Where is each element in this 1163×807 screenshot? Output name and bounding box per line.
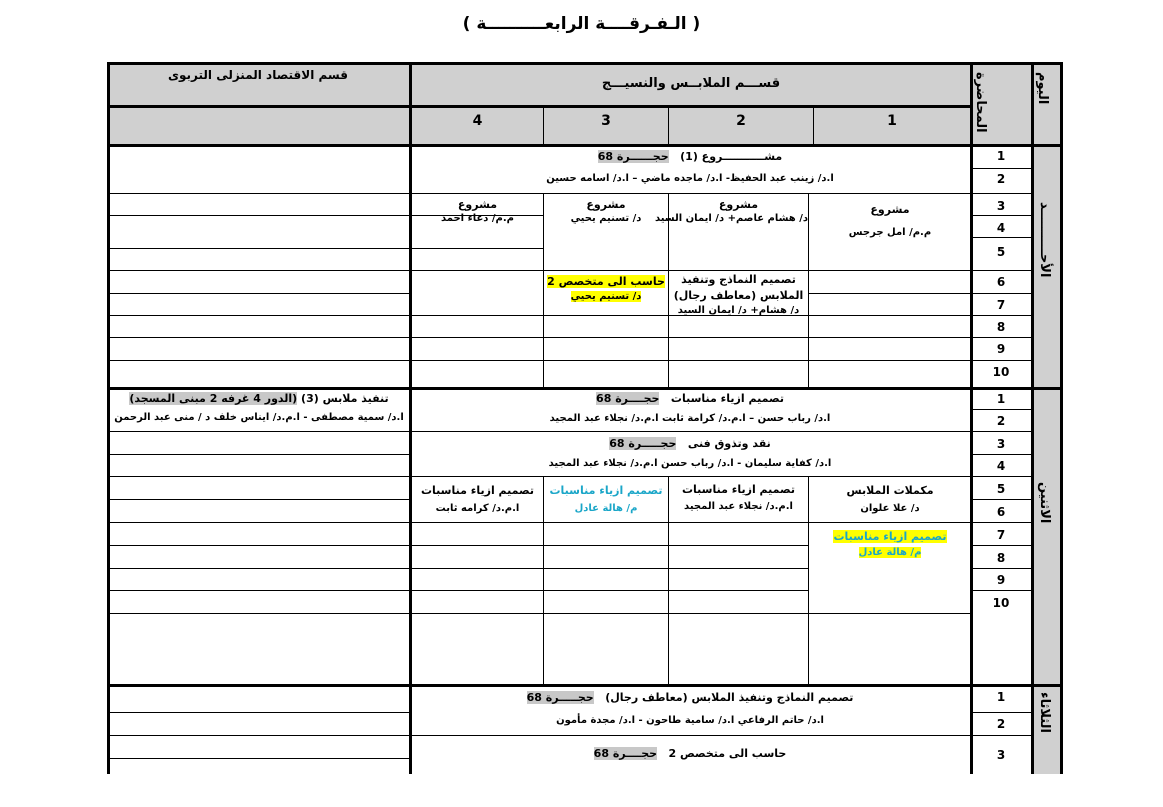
- sunday-g2-staff: د/ هشام عاصم+ د/ ايمان السيد: [654, 213, 808, 224]
- sunday-g3-b-title: حاسب الى متخصص 2: [547, 275, 665, 288]
- sunday-g3-title: مشروع: [586, 198, 626, 211]
- monday-course-1-staff: ا.د/ رباب حسن – ا.م.د/ كرامة ثابت ا.م.د/ نجلاء عبد المجيد: [549, 413, 831, 424]
- group-4-header: 4: [472, 113, 483, 129]
- monday-g4-title: تصميم ازياء مناسبات: [420, 484, 535, 497]
- sunday-period-9: 9: [996, 342, 1006, 356]
- monday-g1-b-staff: م/ هالة عادل: [858, 547, 922, 558]
- monday-period-4: 4: [996, 459, 1006, 473]
- sunday-period-6: 6: [996, 275, 1006, 289]
- monday-course-1: تصميم ازياء مناسبات حجــــرة 68: [596, 392, 784, 405]
- tuesday-period-3: 3: [996, 748, 1006, 762]
- tuesday-period-1: 1: [996, 690, 1006, 704]
- group-3-header: 3: [601, 113, 611, 129]
- monday-g1-b-title: تصميم ازياء مناسبات: [833, 530, 947, 543]
- monday-home-course: تنفيذ ملابس (3) (الدور 4 غرفه 2 مبنى المسجد): [129, 392, 389, 405]
- monday-period-5: 5: [996, 482, 1006, 496]
- page-title: ( الـفـرقــــة الرابعــــــــــة ): [462, 14, 701, 34]
- sunday-g4-title: مشروع: [457, 198, 498, 211]
- sunday-period-8: 8: [996, 320, 1006, 334]
- tuesday-course-1: تصميم النماذج وتنفيذ الملابس (معاطف رجال) حجـــــرة 68: [526, 691, 854, 704]
- sunday-period-1: 1: [996, 149, 1006, 163]
- monday-g3-title: تصميم ازياء مناسبات: [549, 484, 663, 497]
- monday-course-2: نقد وتذوق فنى حجـــــرة 68: [609, 437, 771, 450]
- group-2-header: 2: [736, 113, 746, 129]
- day-header: اليوم: [1035, 72, 1050, 105]
- tuesday-period-2: 2: [996, 717, 1006, 731]
- tuesday-course-2: حاسب الى متخصص 2 حجــــرة 68: [593, 747, 787, 760]
- monday-period-6: 6: [996, 505, 1006, 519]
- sunday-g2-b-staff: د/ هشام+ د/ ايمان السيد: [677, 305, 800, 316]
- sunday-g2-b-line2: الملابس (معاطف رجال): [673, 289, 804, 302]
- monday-g3-staff: م/ هالة عادل: [574, 503, 638, 514]
- monday-g4-staff: ا.م.د/ كرامه ثابت: [435, 503, 520, 514]
- monday-period-1: 1: [996, 392, 1006, 406]
- group-1-header: 1: [887, 113, 897, 129]
- day-sunday: الأحــــــــــد: [1037, 202, 1052, 278]
- sunday-period-10: 10: [992, 365, 1010, 379]
- sunday-g2-title: مشروع: [718, 198, 759, 211]
- monday-period-8: 8: [996, 551, 1006, 565]
- monday-period-7: 7: [996, 528, 1006, 542]
- monday-g1-staff: د/ علا علوان: [860, 503, 920, 514]
- sunday-project-all: مشـــــــــــروع (1) حجــــــرة 68: [597, 150, 783, 163]
- sunday-g1-title: مشروع: [870, 203, 910, 216]
- day-monday: الاثنين: [1037, 482, 1052, 524]
- monday-g2-staff: ا.م.د/ نجلاء عبد المجيد: [684, 501, 793, 512]
- sunday-g1-staff: م.م/ امل جرجس: [848, 227, 932, 238]
- dept-home-economics: قسم الاقتصاد المنزلى التربوى: [168, 68, 348, 82]
- monday-period-2: 2: [996, 414, 1006, 428]
- sunday-period-4: 4: [996, 221, 1006, 235]
- monday-g1-title: مكملات الملابس: [846, 484, 934, 497]
- tuesday-course-1-staff: ا.د/ حاتم الرفاعي ا.د/ سامية طاحون - ا.د/ مجدة مأمون: [556, 715, 824, 726]
- dept-clothing-textiles: قســـم الملابــس والنسيـــج: [601, 76, 781, 91]
- lecture-header: المحاضرة: [973, 72, 988, 133]
- day-tuesday: الثلاثاء: [1037, 692, 1052, 733]
- sunday-g2-b-line1: تصميم النماذج وتنفيذ: [681, 273, 796, 286]
- monday-g2-title: تصميم ازياء مناسبات: [681, 483, 796, 496]
- sunday-g4-staff: م.م/ دعاء احمد: [440, 213, 515, 224]
- sunday-period-7: 7: [996, 298, 1006, 312]
- sunday-g3-staff: د/ تسنيم يحيي: [570, 213, 642, 224]
- sunday-period-3: 3: [996, 199, 1006, 213]
- schedule-table: [107, 62, 1063, 774]
- monday-course-2-staff: ا.د/ كفاية سليمان - ا.د/ رباب حسن ا.م.د/ نجلاء عبد المجيد: [548, 458, 832, 469]
- monday-home-staff: ا.د/ سمية مصطفى - ا.م.د/ ايناس خلف د / منى عبد الرحمن: [114, 412, 404, 423]
- sunday-period-2: 2: [996, 172, 1006, 186]
- sunday-project-staff: ا.د/ زينب عبد الحفيظ- ا.د/ ماجده ماضي – ا.د/ اسامه حسين: [546, 173, 834, 184]
- monday-period-3: 3: [996, 437, 1006, 451]
- monday-period-9: 9: [996, 573, 1006, 587]
- sunday-period-5: 5: [996, 245, 1006, 259]
- sunday-g3-b-staff: د/ تسنيم يحيي: [570, 291, 642, 302]
- monday-period-10: 10: [992, 596, 1010, 610]
